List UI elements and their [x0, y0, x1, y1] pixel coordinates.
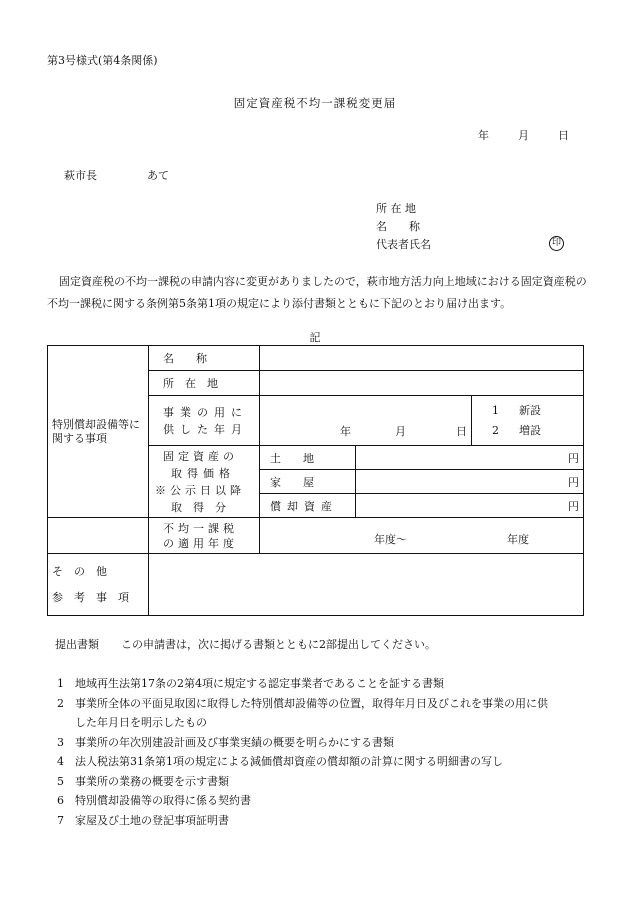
list-item: 7 家屋及び土地の登記事項証明書 [57, 813, 229, 827]
list-item: 1 地域再生法第17条の2第4項に規定する認定事業者であることを証する書類 [57, 677, 444, 690]
list-item: 3 事業所の年次別建設計画及び事業実績の概要を明らかにする書類 [57, 735, 394, 749]
name-field[interactable] [260, 346, 584, 371]
install-type[interactable]: 1 新設 2 増設 [472, 396, 584, 446]
land-label: 土 地 [260, 446, 356, 470]
date-year: 年 [478, 129, 489, 142]
details-table [47, 345, 584, 616]
submission-note [55, 636, 436, 652]
body-text: 固定資産税の不均一課税の申請内容に変更がありましたので，萩市地方活力向上地域における固定資産税の不均一課税に関する条例第5条第1項の規定により添付書類とともに下記のとおり届け出ます。 [47, 275, 587, 310]
applicant-name-label: 名 称 [376, 220, 420, 233]
document-list [57, 674, 597, 830]
location-field[interactable] [260, 371, 584, 396]
addressee-suffix: あて [147, 169, 169, 182]
list-item: 2 事業所全体の平面見取図に取得した特別償却設備等の位置，取得年月日及びこれを事業の用に供 [57, 696, 548, 710]
use-date-label: 事業の用に 供した年月 [149, 396, 260, 446]
date-line [478, 127, 569, 143]
form-id: 第3号様式(第4条関係) [47, 54, 158, 67]
tax-year-label: 不均一課税 の適用年度 [149, 518, 260, 554]
addressee-name: 萩市長 [64, 169, 97, 182]
date-day: 日 [558, 129, 569, 142]
list-item: 6 特別償却設備等の取得に係る契約書 [57, 794, 251, 807]
location-label: 所 在 地 [149, 371, 260, 396]
ki-heading: 記 [309, 331, 321, 344]
page-title: 固定資産税不均一課税変更届 [233, 96, 397, 110]
list-item: 5 事業所の業務の概要を示す書類 [57, 774, 229, 788]
group-label: 特別償却設備等に関する事項 [48, 346, 149, 518]
list-item: 4 法人税法第31条第1項の規定による減価償却資産の償却額の計算に関する明細書の写し [57, 755, 503, 768]
list-item-cont: した年月日を明示したもの [75, 716, 207, 729]
other-field[interactable] [149, 554, 584, 616]
applicant-address-label: 所 在 地 [376, 202, 416, 215]
use-date-field[interactable]: 年 月 日 [260, 396, 472, 446]
submission-text: この申請書は，次に掲げる書類とともに2部提出してください。 [121, 638, 436, 651]
land-amount[interactable]: 円 [356, 446, 584, 470]
depreciable-amount[interactable]: 円 [356, 494, 584, 518]
date-month: 月 [518, 129, 529, 142]
addressee [64, 167, 169, 183]
house-label: 家 屋 [260, 470, 356, 494]
depreciable-label: 償却資産 [260, 494, 356, 518]
submission-label: 提出書類 [55, 638, 99, 651]
group-label-cont [48, 518, 149, 554]
seal-icon: 印 [549, 236, 564, 251]
other-label: そ の 他 参 考 事 項 [48, 554, 149, 616]
applicant-rep-label: 代表者氏名 [376, 238, 431, 251]
cost-label: 固定資産の 取得価格 ※公示日以降 取 得 分 [149, 446, 260, 518]
name-label: 名 称 [149, 346, 260, 371]
tax-year-field[interactable]: 年度〜 年度 [260, 518, 584, 554]
house-amount[interactable]: 円 [356, 470, 584, 494]
